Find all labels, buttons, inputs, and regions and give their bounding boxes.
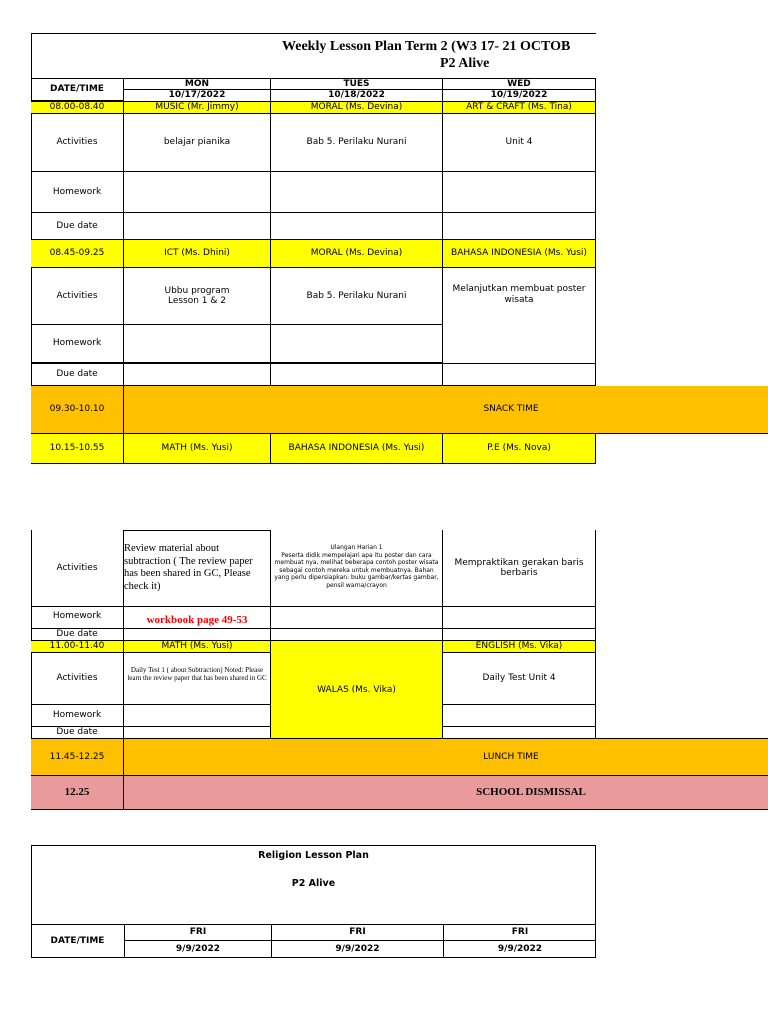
school-dismissal-banner: SCHOOL DISMISSAL <box>124 776 768 810</box>
period-2-subject-wed: BAHASA INDONESIA (Ms. Yusi) <box>443 240 596 268</box>
period-1-due-mon <box>124 213 271 240</box>
period-1-subject-tues: MORAL (Ms. Devina) <box>271 101 443 114</box>
day-header-tues: TUES <box>271 78 443 89</box>
period-3-due-wed <box>443 629 596 641</box>
period-3-activity-tues: Ulangan Harian 1 Peserta didik mempelajari apa itu poster dan cara membuat nya, melihat beberapa contoh poster wisata sebagai contoh mereka untuk membuatnya. Bahan yang perlu dipersiapkan: buku gambar/kertas gambar, pensil warna/crayon <box>271 530 443 607</box>
date-tues: 10/18/2022 <box>271 89 443 101</box>
period-3-due-mon <box>124 629 271 641</box>
lunch-time: 11.45-12.25 <box>31 738 124 776</box>
period-3-homework-tues <box>271 607 443 629</box>
day-header-wed: WED <box>443 78 596 89</box>
period-3-subject-mon: MATH (Ms. Yusi) <box>124 434 271 464</box>
religion-day-3: FRI <box>443 924 596 940</box>
class-subtitle: P2 Alive <box>440 56 490 71</box>
period-2-activity-tues: Bab 5. Perilaku Nurani <box>271 268 443 325</box>
period-1-activity-wed: Unit 4 <box>443 114 596 172</box>
page-title: Weekly Lesson Plan Term 2 (W3 17- 21 OCTOB <box>282 39 571 54</box>
snack-time-banner: SNACK TIME <box>124 386 768 434</box>
snack-time: 09.30-10.10 <box>31 386 124 434</box>
religion-title: Religion Lesson Plan <box>258 849 369 861</box>
period-1-activity-tues: Bab 5. Perilaku Nurani <box>271 114 443 172</box>
lunch-time-banner: LUNCH TIME <box>124 738 768 776</box>
row-label-due-date: Due date <box>31 213 124 240</box>
religion-date-1: 9/9/2022 <box>124 940 271 958</box>
period-4-subject-tues-walas: WALAS (Ms. Vika) <box>271 641 443 739</box>
religion-date-time-header: DATE/TIME <box>31 924 124 958</box>
period-3-homework-mon: workbook page 49-53 <box>124 607 271 629</box>
period-1-homework-tues <box>271 172 443 213</box>
period-4-subject-mon: MATH (Ms. Yusi) <box>124 641 271 653</box>
period-3-time: 10.15-10.55 <box>31 434 124 464</box>
date-mon: 10/17/2022 <box>124 89 271 101</box>
period-4-due-wed <box>443 727 596 738</box>
period-4-subject-wed: ENGLISH (Ms. Vika) <box>443 641 596 653</box>
period-2-subject-mon: ICT (Ms. Dhini) <box>124 240 271 268</box>
period-2-due-mon <box>124 363 271 386</box>
date-time-header: DATE/TIME <box>31 78 124 101</box>
period-4-homework-wed <box>443 705 596 727</box>
row-label-homework: Homework <box>31 607 124 629</box>
period-2-subject-tues: MORAL (Ms. Devina) <box>271 240 443 268</box>
period-1-activity-mon: belajar pianika <box>124 114 271 172</box>
period-3-activity-wed: Mempraktikan gerakan baris berbaris <box>443 530 596 607</box>
period-1-subject-mon: MUSIC (Mr. Jimmy) <box>124 101 271 114</box>
period-1-time: 08.00-08.40 <box>31 101 124 114</box>
row-label-homework: Homework <box>31 705 124 727</box>
religion-subtitle: P2 Alive <box>291 877 336 889</box>
period-3-homework-wed <box>443 607 596 629</box>
period-2-due-tues <box>271 363 443 386</box>
period-4-due-mon <box>124 727 271 738</box>
period-4-activity-mon: Daily Test 1 ( about Subtraction) Noted: Please learn the review paper that has been shared in GC <box>124 653 271 705</box>
period-4-activity-wed: Daily Test Unit 4 <box>443 653 596 705</box>
period-1-due-tues <box>271 213 443 240</box>
row-label-homework: Homework <box>31 325 124 363</box>
period-4-time: 11.00-11.40 <box>31 641 124 653</box>
religion-day-1: FRI <box>124 924 271 940</box>
row-label-activities: Activities <box>31 114 124 172</box>
period-3-activity-mon: Review material about subtraction ( The review paper has been shared in GC, Please check it) <box>124 530 271 607</box>
period-1-homework-mon <box>124 172 271 213</box>
dismissal-time: 12.25 <box>31 776 124 810</box>
religion-date-2: 9/9/2022 <box>271 940 443 958</box>
period-4-homework-mon <box>124 705 271 727</box>
period-1-homework-wed <box>443 172 596 213</box>
row-label-activities: Activities <box>31 653 124 705</box>
period-3-due-tues <box>271 629 443 641</box>
row-label-homework: Homework <box>31 172 124 213</box>
row-label-activities: Activities <box>31 530 124 607</box>
period-2-due-wed <box>443 363 596 386</box>
row-label-due-date: Due date <box>31 629 124 641</box>
religion-day-2: FRI <box>271 924 443 940</box>
period-1-subject-wed: ART & CRAFT (Ms. Tina) <box>443 101 596 114</box>
period-2-homework-mon <box>124 325 271 363</box>
religion-date-3: 9/9/2022 <box>443 940 596 958</box>
row-label-activities: Activities <box>31 268 124 325</box>
period-1-due-wed <box>443 213 596 240</box>
period-2-activity-mon: Ubbu program Lesson 1 & 2 <box>124 268 271 325</box>
period-3-subject-tues: BAHASA INDONESIA (Ms. Yusi) <box>271 434 443 464</box>
row-label-due-date: Due date <box>31 363 124 386</box>
period-2-activity-wed: Melanjutkan membuat poster wisata <box>443 268 596 363</box>
period-2-homework-tues <box>271 325 443 363</box>
period-3-subject-wed: P.E (Ms. Nova) <box>443 434 596 464</box>
date-wed: 10/19/2022 <box>443 89 596 101</box>
period-2-time: 08.45-09.25 <box>31 240 124 268</box>
row-label-due-date: Due date <box>31 727 124 738</box>
day-header-mon: MON <box>124 78 271 89</box>
